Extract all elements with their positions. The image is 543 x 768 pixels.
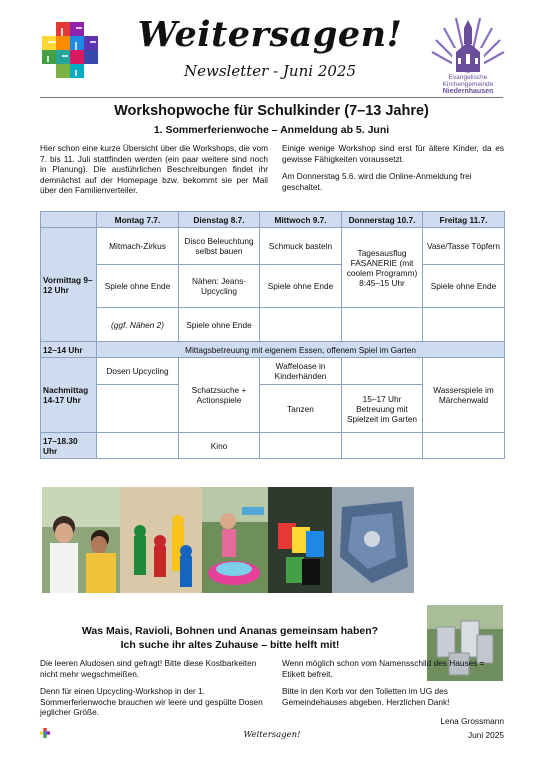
workshop-subheading: 1. Sommerferienwoche – Anmeldung ab 5. Juni bbox=[153, 124, 390, 136]
cell-tue-morning-1: Disco Beleuchtung selbst bauen bbox=[179, 228, 260, 265]
church-name-line1: Evangelische bbox=[448, 74, 488, 81]
upcycling-text-left-2: Denn für einen Upcycling-Workshop in der 1. Sommerferienwoche brauchen wir leere und gespülte Dosen jeglicher Größe. bbox=[40, 686, 263, 717]
cell-wed-afternoon-2: Tanzen bbox=[260, 385, 342, 433]
cell-wed-morning-1: Schmuck basteln bbox=[260, 228, 342, 265]
cell-wed-morning-3 bbox=[260, 308, 342, 342]
workshop-intro-left: Hier schon eine kurze Übersicht über die Workshops, die vom 7. bis 11. Juli stattfinden werden (ein paar weitere sind noch in Planung). Die ausführlichen Beschreibungen findet ihr demnächst auf der Homepage bzw. bekommt sie per Mail über den Familienverteiler. bbox=[40, 143, 268, 195]
upcycling-text-right-1: Wenn möglich schon vom Namensschild des Hauses = Etikett befreit. bbox=[282, 658, 485, 679]
cell-thu-afternoon-2: 15–17 Uhr Betreuung mit Spielzeit im Garten bbox=[342, 385, 423, 433]
footer-brand: Weitersagen! bbox=[243, 730, 301, 740]
colorful-cross-logo-icon bbox=[40, 20, 100, 80]
photo-collage bbox=[42, 487, 414, 593]
slot-afternoon: Nachmittag 14-17 Uhr bbox=[41, 358, 97, 433]
church-name-line2: Kirchengemeinde bbox=[442, 81, 494, 88]
newsletter-subtitle: Newsletter - Juni 2025 bbox=[184, 62, 356, 80]
upcycling-heading: Was Mais, Ravioli, Bohnen und Ananas gemeinsam haben? bbox=[81, 625, 379, 637]
church-name-line3: Niedernhausen bbox=[442, 88, 494, 95]
cell-mon-morning-1: Mitmach-Zirkus bbox=[97, 228, 179, 265]
cell-tue-evening: Kino bbox=[179, 433, 260, 459]
photo-game-figures bbox=[120, 487, 202, 593]
cell-wed-evening bbox=[260, 433, 342, 459]
cell-mon-afternoon-2 bbox=[97, 385, 179, 433]
cell-tue-morning-3: Spiele ohne Ende bbox=[179, 308, 260, 342]
header-divider bbox=[40, 97, 503, 98]
day-header-friday: Freitag 11.7. bbox=[423, 212, 505, 228]
cell-thu-evening bbox=[342, 433, 423, 459]
cell-mon-evening bbox=[97, 433, 179, 459]
slot-morning: Vormittag 9–12 Uhr bbox=[41, 228, 97, 342]
day-header-monday: Montag 7.7. bbox=[97, 212, 179, 228]
cell-fri-morning-3 bbox=[423, 308, 505, 342]
workshop-schedule-table bbox=[40, 211, 505, 459]
day-header-thursday: Donnerstag 10.7. bbox=[342, 212, 423, 228]
newsletter-title: Weitersagen! bbox=[137, 14, 403, 55]
cell-midday: Mittagsbetreuung mit eigenem Essen, offenem Spiel im Garten bbox=[97, 342, 505, 358]
cell-wed-morning-2: Spiele ohne Ende bbox=[260, 265, 342, 308]
workshop-intro-right-1: Einige wenige Workshop sind erst für ältere Kinder, da es gewisse Fähigkeiten voraussetzt. bbox=[282, 143, 504, 164]
author-name: Lena Grossmann bbox=[440, 716, 504, 726]
table-row bbox=[41, 342, 505, 358]
photo-uno-cards bbox=[268, 487, 332, 593]
cell-wed-afternoon-1: Waffeloase in Kinderhänden bbox=[260, 358, 342, 385]
cell-thu-afternoon-1 bbox=[342, 358, 423, 385]
cell-thu-morning: Tagesausflug FASANERIE (mit coolem Programm) 8:45–15 Uhr bbox=[342, 228, 423, 308]
photo-water-play bbox=[202, 487, 268, 593]
slot-midday: 12–14 Uhr bbox=[41, 342, 97, 358]
table-row bbox=[41, 308, 505, 342]
cell-fri-morning-1: Vase/Tasse Töpfern bbox=[423, 228, 505, 265]
upcycling-text-right-2: Bitte in den Korb vor den Toiletten im UG des Gemeindehauses abgeben. Herzlichen Dank! bbox=[282, 686, 450, 707]
table-corner-cell bbox=[41, 212, 97, 228]
cell-tue-afternoon: Schatzsuche + Actionspiele bbox=[179, 358, 260, 433]
workshop-heading: Workshopwoche für Schulkinder (7–13 Jahre) bbox=[114, 103, 429, 119]
upcycling-text-left-1: Die leeren Aludosen sind gefragt! Bitte diese Kostbarkeiten nicht mehr wegschmeißen. bbox=[40, 658, 257, 679]
footer-date: Juni 2025 bbox=[468, 730, 504, 740]
cell-fri-afternoon: Wasserspiele im Märchenwald bbox=[423, 358, 505, 433]
cell-fri-morning-2: Spiele ohne Ende bbox=[423, 265, 505, 308]
table-row bbox=[41, 228, 505, 265]
slot-evening: 17–18.30 Uhr bbox=[41, 433, 97, 459]
table-row bbox=[41, 358, 505, 385]
church-logo-icon bbox=[428, 12, 508, 74]
small-cross-logo-icon bbox=[40, 728, 50, 738]
workshop-intro-right-2: Am Donnerstag 5.6. wird die Online-Anmeldung frei geschaltet. bbox=[282, 171, 472, 192]
day-header-tuesday: Dienstag 8.7. bbox=[179, 212, 260, 228]
cell-fri-evening bbox=[423, 433, 505, 459]
cell-mon-afternoon-1: Dosen Upcycling bbox=[97, 358, 179, 385]
photo-children-playing bbox=[42, 487, 120, 593]
upcycling-subheading: Ich suche ihr altes Zuhause – bitte helft mit! bbox=[120, 639, 340, 651]
cell-mon-morning-2: Spiele ohne Ende bbox=[97, 265, 179, 308]
cell-mon-morning-3: (ggf. Nähen 2) bbox=[97, 308, 179, 342]
photo-jeans-upcycling bbox=[332, 487, 414, 593]
cell-tue-morning-2: Nähen: Jeans-Upcycling bbox=[179, 265, 260, 308]
table-header-row bbox=[41, 212, 505, 228]
cell-thu-morning-3 bbox=[342, 308, 423, 342]
table-row bbox=[41, 433, 505, 459]
table-row bbox=[41, 265, 505, 308]
day-header-wednesday: Mittwoch 9.7. bbox=[260, 212, 342, 228]
